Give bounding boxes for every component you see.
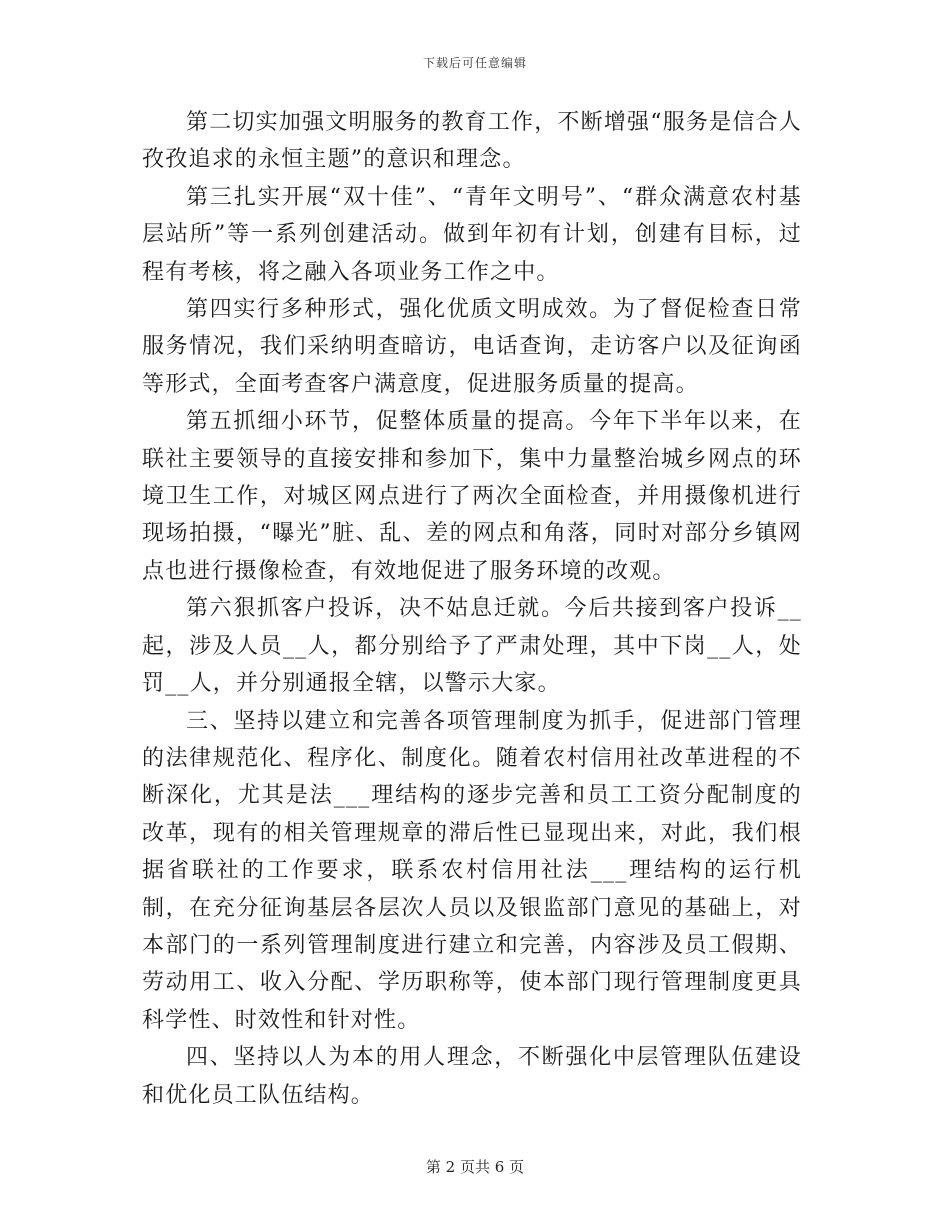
document-body [142, 104, 802, 1114]
paragraph-management-system: 三、坚持以建立和完善各项管理制度为抓手，促进部门管理的法律规范化、程序化、制度化。随着农村信用社改革进程的不断深化，尤其是法___理结构的逐步完善和员工工资分配制度的改革，现有的相关管理规章的滞后性已显现出来，对此，我们根据省联社的工作要求，联系农村信用社法___理结构的运行机制，在充分征询基层各层次人员以及银监部门意见的基础上，对本部门的一系列管理制度进行建立和完善，内容涉及员工假期、劳动用工、收入分配、学历职称等，使本部门现行管理制度更具科学性、时效性和针对性。 [142, 708, 802, 1033]
paragraph-environment-improvement: 第五抓细小环节，促整体质量的提高。今年下半年以来，在联社主要领导的直接安排和参加下，集中力量整治城乡网点的环境卫生工作，对城区网点进行了两次全面检查，并用摄像机进行现场拍摄，“曝光”脏、乱、差的网点和角落，同时对部分乡镇网点也进行摄像检查，有效地促进了服务环境的改观。 [142, 409, 802, 584]
paragraph-creation-activities: 第三扎实开展“双十佳”、“青年文明号”、“群众满意农村基层站所”等一系列创建活动。做到年初有计划，创建有目标，过程有考核，将之融入各项业务工作之中。 [142, 184, 802, 285]
paragraph-service-education: 第二切实加强文明服务的教育工作，不断增强“服务是信合人孜孜追求的永恒主题”的意识和理念。 [142, 110, 802, 173]
paragraph-quality-inspection: 第四实行多种形式，强化优质文明成效。为了督促检查日常服务情况，我们采纳明查暗访，电话查询，走访客户以及征询函等形式，全面考查客户满意度，促进服务质量的提高。 [142, 297, 802, 397]
paragraph-people-oriented: 四、坚持以人为本的用人理念，不断强化中层管理队伍建设和优化员工队伍结构。 [142, 1045, 802, 1108]
page-number: 第 2 页共 6 页 [425, 1158, 525, 1176]
paragraph-customer-complaints: 第六狠抓客户投诉，决不姑息迁就。今后共接到客户投诉__起，涉及人员__人，都分别给予了严肃处理，其中下岗__人，处罚__人，并分别通报全辖，以警示大家。 [142, 596, 802, 697]
page-header: 下载后可任意编辑 [422, 56, 527, 70]
